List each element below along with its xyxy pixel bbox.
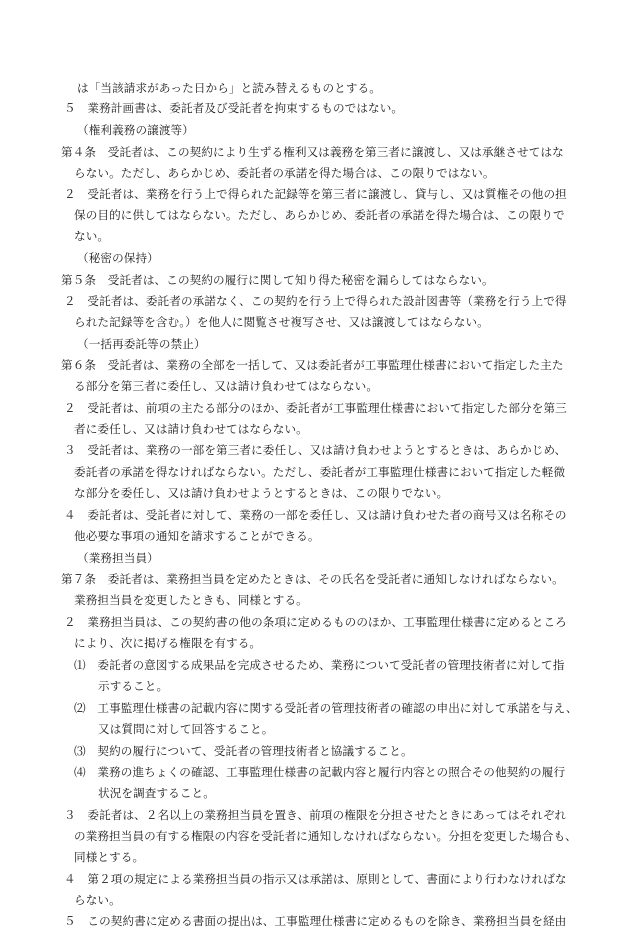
text-line: の業務担当員の有する権限の内容を受託者に通知しなければならない。分担を変更した場合も、	[74, 829, 577, 843]
text-line: ５ 業務計画書は、委託者及び受託者を拘束するものではない。	[64, 101, 404, 115]
list-item: ⑵ 工事監理仕様書の記載内容に関する受託者の管理技術者の確認の申出に対して承諾を与え、	[74, 701, 578, 715]
text-line: られた記録等を含む。）を他人に閲覧させ複写させ、又は譲渡してはならない。	[74, 315, 489, 329]
text-line: らない。	[74, 893, 121, 907]
section-heading: （権利義務の譲渡等）	[77, 123, 194, 137]
text-line: る部分を第三者に委任し、又は請け負わせてはならない。	[74, 379, 379, 393]
text-line: 第４条 受託者は、この契約により生ずる権利又は義務を第三者に譲渡し、又は承継させてはな	[61, 145, 564, 159]
text-line: 他必要な事項の通知を請求することができる。	[74, 529, 320, 543]
text-line: 第７条 委託者は、業務担当員を定めたときは、その氏名を受託者に通知しなければならない。	[61, 572, 564, 586]
text-line: ４ 第２項の規定による業務担当員の指示又は承諾は、原則として、書面により行わなければな	[64, 872, 567, 886]
list-item: ⑷ 業務の進ちょくの確認、工事監理仕様書の記載内容と履行内容との照合その他契約の履行	[74, 765, 566, 779]
text-line: により、次に掲げる権限を有する。	[74, 636, 262, 650]
text-line: 第６条 受託者は、業務の全部を一括して、又は委託者が工事監理仕様書において指定した主た	[61, 358, 564, 372]
text-line: ４ 委託者は、受託者に対して、業務の一部を委任し、又は請け負わせた者の商号又は名称その	[64, 508, 567, 522]
text-line: 業務担当員を変更したときも、同様とする。	[74, 593, 308, 607]
text-line: ２ 受託者は、委託者の承諾なく、この契約を行う上で得られた設計図書等（業務を行う上で得	[64, 294, 567, 308]
section-heading: （一括再委託等の禁止）	[77, 337, 206, 351]
section-heading: （業務担当員）	[77, 551, 159, 565]
text-line: ２ 受託者は、前項の主たる部分のほか、委託者が工事監理仕様書において指定した部分を第三	[64, 401, 567, 415]
text-line: な部分を委任し、又は請け負わせようとするときは、この限りでない。	[74, 486, 449, 500]
text-line: らない。ただし、あらかじめ、委託者の承諾を得た場合は、この限りではない。	[74, 166, 495, 180]
text-line: 委託者の承諾を得なければならない。ただし、委託者が工事監理仕様書において指定した軽微	[74, 465, 566, 479]
text-line: 同様とする。	[74, 850, 145, 864]
text-line: は「当該請求があった日から」と読み替えるものとする。	[77, 81, 381, 95]
list-item: ⑴ 委託者の意図する成果品を完成させるため、業務について受託者の管理技術者に対して指	[74, 658, 565, 672]
list-item: ⑶ 契約の履行について、受託者の管理技術者と協議すること。	[74, 744, 413, 758]
text-line: 又は質問に対して回答すること。	[98, 722, 274, 736]
text-line: ３ 委託者は、２名以上の業務担当員を置き、前項の権限を分担させたときにあってはそれぞれ	[64, 808, 567, 822]
text-line: ２ 受託者は、業務を行う上で得られた記録等を第三者に譲渡し、貸与し、又は質権その他の担	[64, 187, 567, 201]
text-line: ５ この契約書に定める書面の提出は、工事監理仕様書に定めるものを除き、業務担当員を経由	[64, 914, 567, 928]
text-line: 者に委任し、又は請け負わせてはならない。	[74, 422, 308, 436]
text-line: 示すること。	[98, 679, 169, 693]
text-line: 状況を調査すること。	[98, 786, 215, 800]
text-line: 保の目的に供してはならない。ただし、あらかじめ、委託者の承諾を得た場合は、この限りで	[74, 208, 565, 222]
text-line: ２ 業務担当員は、この契約書の他の条項に定めるもののほか、工事監理仕様書に定めるところ	[64, 615, 567, 629]
section-heading: （秘密の保持）	[77, 251, 159, 265]
text-line: ３ 受託者は、業務の一部を第三者に委任し、又は請け負わせようとするときは、あらかじめ、	[64, 443, 567, 457]
text-line: 第５条 受託者は、この契約の履行に関して知り得た秘密を漏らしてはならない。	[61, 273, 494, 287]
text-line: ない。	[74, 229, 110, 243]
